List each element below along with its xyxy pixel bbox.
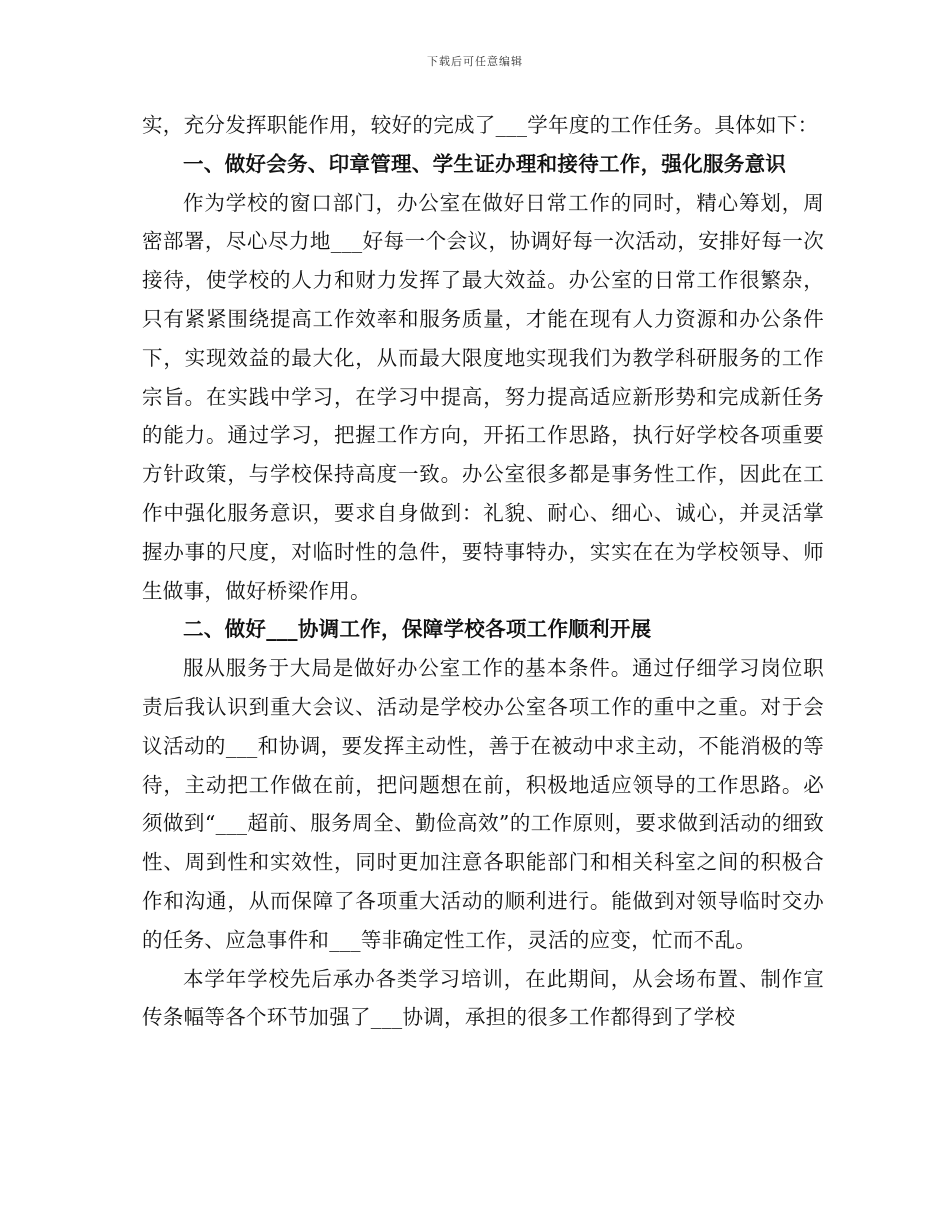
section-heading-2: 二、做好___协调工作，保障学校各项工作顺利开展	[183, 617, 652, 642]
paragraph-section-2: 服从服务于大局是做好办公室工作的基本条件。通过仔细学习岗位职责后我认识到重大会议、活动是学校办公室各项工作的重中之重。对于会议活动的___和协调，要发挥主动性，善于在被动中求主动，不能消极的等待，主动把工作做在前，把问题想在前，积极地适应领导的工作思路。必须做到“___超前、服务周全、勤俭高效”的工作原则，要求做到活动的细致性、周到性和实效性，同时更加注意各职能部门和相关科室之间的积极合作和沟通，从而保障了各项重大活动的顺利进行。能做到对领导临时交办的任务、应急事件和___等非确定性工作，灵活的应变，忙而不乱。	[142, 656, 824, 952]
section-heading-1: 一、做好会务、印章管理、学生证办理和接待工作，强化服务意识	[183, 151, 787, 176]
paragraph-intro: 实，充分发挥职能作用，较好的完成了___学年度的工作任务。具体如下：	[142, 113, 819, 137]
document-body	[142, 106, 824, 1037]
page-header: 下载后可任意编辑	[427, 55, 523, 68]
paragraph-section-2-continued: 本学年学校先后承办各类学习培训，在此期间，从会场布置、制作宣传条幅等各个环节加强了___协调，承担的很多工作都得到了学校	[142, 966, 824, 1030]
paragraph-section-1: 作为学校的窗口部门，办公室在做好日常工作的同时，精心筹划，周密部署，尽心尽力地___好每一个会议，协调好每一次活动，安排好每一次接待，使学校的人力和财力发挥了最大效益。办公室的日常工作很繁杂，只有紧紧围绕提高工作效率和服务质量，才能在现有人力资源和办公条件下，实现效益的最大化，从而最大限度地实现我们为教学科研服务的工作宗旨。在实践中学习，在学习中提高，努力提高适应新形势和完成新任务的能力。通过学习，把握工作方向，开拓工作思路，执行好学校各项重要方针政策，与学校保持高度一致。办公室很多都是事务性工作，因此在工作中强化服务意识，要求自身做到：礼貌、耐心、细心、诚心，并灵活掌握办事的尺度，对临时性的急件，要特事特办，实实在在为学校领导、师生做事，做好桥梁作用。	[142, 190, 824, 603]
